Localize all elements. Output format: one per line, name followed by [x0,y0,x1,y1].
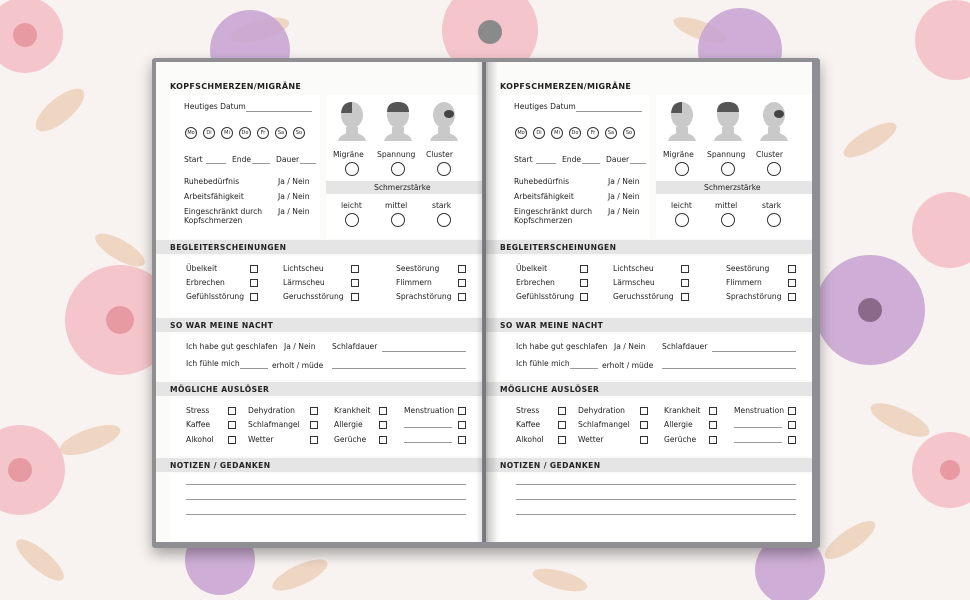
notes-line[interactable] [186,484,466,485]
pain-medium-circle[interactable] [721,213,735,227]
symptom-label: Sprachstörung [396,292,452,301]
slept-yes-no[interactable]: Ja / Nein [284,342,316,351]
symptom-checkbox[interactable] [458,293,466,301]
left-page [156,62,482,542]
rest-label: Ruhebedürfnis [184,177,240,186]
trigger-checkbox[interactable] [228,436,236,444]
symptom-checkbox[interactable] [580,265,588,273]
rest-yes-no[interactable]: Ja / Nein [608,177,640,186]
symptom-checkbox[interactable] [458,265,466,273]
start-line[interactable] [536,163,556,164]
symptom-checkbox[interactable] [250,279,258,287]
trigger-label: Gerüche [664,435,697,444]
symptom-label: Übelkeit [516,264,548,273]
symptom-label: Seestörung [726,264,770,273]
symptom-label: Erbrechen [516,278,555,287]
page-title: KOPFSCHMERZEN/MIGRÄNE [170,82,302,91]
type-migraine-label: Migräne [333,150,364,159]
symptom-checkbox[interactable] [351,279,359,287]
trigger-checkbox[interactable] [640,436,648,444]
date-line[interactable] [576,111,642,112]
trigger-checkbox[interactable] [310,436,318,444]
weekday-so[interactable]: So [623,127,635,139]
symptom-label: Übelkeit [186,264,218,273]
trigger-checkbox[interactable] [788,421,796,429]
weekday-fr[interactable]: Fr [587,127,599,139]
trigger-checkbox[interactable] [310,421,318,429]
duration-label: Dauer [276,155,300,164]
trigger-checkbox[interactable] [228,407,236,415]
type-tension-circle[interactable] [391,162,405,176]
weekday-sa[interactable]: Sa [275,127,287,139]
end-line[interactable] [582,163,600,164]
rested-tired-label[interactable]: erholt / müde [602,361,654,370]
trigger-label: Schlafmangel [248,420,300,429]
pain-medium-label: mittel [715,201,738,210]
symptoms-band [486,240,812,254]
slept-label: Ich habe gut geschlafen [516,342,608,351]
pain-medium-circle[interactable] [391,213,405,227]
notes-band [156,458,482,472]
slept-label: Ich habe gut geschlafen [186,342,278,351]
symptom-checkbox[interactable] [681,279,689,287]
notes-band [486,458,812,472]
pain-strong-circle[interactable] [767,213,781,227]
trigger-custom-line[interactable] [734,442,782,443]
symptoms-box [170,256,482,317]
trigger-checkbox[interactable] [558,421,566,429]
end-label: Ende [562,155,582,164]
notes-line[interactable] [516,514,796,515]
symptom-checkbox[interactable] [681,293,689,301]
feel-line[interactable] [240,368,268,369]
symptom-label: Sprachstörung [726,292,782,301]
weekday-di[interactable]: Di [203,127,215,139]
symptom-checkbox[interactable] [351,293,359,301]
tension-head-icon [382,99,414,141]
pain-label: Schmerzstärke [374,183,431,192]
symptom-checkbox[interactable] [788,279,796,287]
type-tension-circle[interactable] [721,162,735,176]
weekday-fr[interactable]: Fr [257,127,269,139]
symptom-checkbox[interactable] [351,265,359,273]
type-cluster-label: Cluster [756,150,783,159]
trigger-checkbox[interactable] [458,436,466,444]
night-band [156,318,482,332]
trigger-label: Gerüche [334,435,367,444]
symptom-checkbox[interactable] [250,293,258,301]
symptom-label: Lichtscheu [613,264,654,273]
pain-label: Schmerzstärke [704,183,761,192]
work-yes-no[interactable]: Ja / Nein [278,192,310,201]
feel-line[interactable] [570,368,598,369]
migraine-head-icon [336,99,368,141]
pain-strong-label: stark [762,201,782,210]
type-cluster-label: Cluster [426,150,453,159]
headache-type-box [326,95,482,239]
date-box [170,95,320,239]
symptom-label: Erbrechen [186,278,225,287]
symptom-label: Flimmern [726,278,762,287]
symptoms-title: BEGLEITERSCHEINUNGEN [170,243,287,252]
rest-yes-no[interactable]: Ja / Nein [278,177,310,186]
trigger-checkbox[interactable] [379,407,387,415]
weekday-mo[interactable]: Mo [185,127,197,139]
symptom-label: Geruchsstörung [283,292,344,301]
symptom-label: Flimmern [396,278,432,287]
symptom-checkbox[interactable] [458,279,466,287]
weekday-do[interactable]: Do [239,127,251,139]
pain-strong-circle[interactable] [437,213,451,227]
rested-tired-label[interactable]: erholt / müde [272,361,324,370]
type-migraine-label: Migräne [663,150,694,159]
trigger-label: Wetter [578,435,604,444]
trigger-label: Alkohol [516,435,544,444]
notes-line[interactable] [516,499,796,500]
symptom-label: Lärmscheu [283,278,325,287]
work-label: Arbeitsfähigkeit [514,192,574,201]
tension-head-icon [712,99,744,141]
notes-line[interactable] [516,484,796,485]
weekday-mi[interactable]: Mi [551,127,563,139]
type-migraine-circle[interactable] [345,162,359,176]
triggers-box [500,398,812,456]
end-line[interactable] [252,163,270,164]
trigger-checkbox[interactable] [458,407,466,415]
trigger-label: Alkohol [186,435,214,444]
trigger-checkbox[interactable] [709,436,717,444]
symptom-checkbox[interactable] [580,293,588,301]
type-migraine-circle[interactable] [675,162,689,176]
trigger-checkbox[interactable] [640,421,648,429]
symptom-checkbox[interactable] [788,293,796,301]
trigger-checkbox[interactable] [709,421,717,429]
date-label: Heutiges Datum [184,102,246,111]
slept-yes-no[interactable]: Ja / Nein [614,342,646,351]
trigger-label: Krankheit [664,406,701,415]
trigger-checkbox[interactable] [458,421,466,429]
weekday-so[interactable]: So [293,127,305,139]
symptoms-title: BEGLEITERSCHEINUNGEN [500,243,617,252]
book-spine [476,62,498,542]
trigger-checkbox[interactable] [558,407,566,415]
symptom-checkbox[interactable] [580,279,588,287]
type-tension-label: Spannung [377,150,416,159]
date-line[interactable] [246,111,312,112]
start-label: Start [184,155,203,164]
symptom-label: Lärmscheu [613,278,655,287]
symptom-label: Gefühlsstörung [516,292,575,301]
night-title: SO WAR MEINE NACHT [500,321,604,330]
weekday-mo[interactable]: Mo [515,127,527,139]
notes-title: NOTIZEN / GEDANKEN [500,461,601,470]
trigger-custom-line[interactable] [404,427,452,428]
open-notebook [156,62,820,543]
trigger-custom-line[interactable] [734,427,782,428]
night-title: SO WAR MEINE NACHT [170,321,274,330]
trigger-label: Allergie [664,420,693,429]
trigger-checkbox[interactable] [788,407,796,415]
right-page [486,62,812,542]
trigger-label: Dehydration [578,406,625,415]
trigger-checkbox[interactable] [709,407,717,415]
trigger-label: Schlafmangel [578,420,630,429]
symptom-label: Seestörung [396,264,440,273]
trigger-label: Krankheit [334,406,371,415]
sleep-duration-label: Schlafdauer [332,342,378,351]
date-box [500,95,650,239]
symptom-label: Geruchsstörung [613,292,674,301]
trigger-checkbox[interactable] [640,407,648,415]
type-cluster-circle[interactable] [767,162,781,176]
weekday-sa[interactable]: Sa [605,127,617,139]
cluster-head-icon [758,99,790,141]
rested-tired-line[interactable] [662,368,796,369]
sleep-duration-line[interactable] [382,351,466,352]
cluster-head-icon [428,99,460,141]
trigger-label: Kaffee [186,420,211,429]
symptom-label: Lichtscheu [283,264,324,273]
work-yes-no[interactable]: Ja / Nein [608,192,640,201]
notes-line[interactable] [186,499,466,500]
rest-label: Ruhebedürfnis [514,177,570,186]
trigger-label: Allergie [334,420,363,429]
symptom-label: Gefühlsstörung [186,292,245,301]
notes-title: NOTIZEN / GEDANKEN [170,461,271,470]
triggers-band [486,382,812,396]
pain-light-circle[interactable] [675,213,689,227]
feel-label: Ich fühle mich [186,359,240,368]
symptom-checkbox[interactable] [788,265,796,273]
page-title: KOPFSCHMERZEN/MIGRÄNE [500,82,632,91]
trigger-label: Menstruation [734,406,785,415]
duration-label: Dauer [606,155,630,164]
notes-box [500,474,812,542]
triggers-title: MÖGLICHE AUSLÖSER [500,385,600,394]
weekday-do[interactable]: Do [569,127,581,139]
duration-line[interactable] [630,163,646,164]
trigger-label: Wetter [248,435,274,444]
pain-strong-label: stark [432,201,452,210]
symptom-checkbox[interactable] [250,265,258,273]
date-label: Heutiges Datum [514,102,576,111]
start-label: Start [514,155,533,164]
trigger-label: Kaffee [516,420,541,429]
symptoms-band [156,240,482,254]
notes-box [170,474,482,542]
type-cluster-circle[interactable] [437,162,451,176]
trigger-label: Stress [186,406,210,415]
pain-light-circle[interactable] [345,213,359,227]
triggers-box [170,398,482,456]
rested-tired-line[interactable] [332,368,466,369]
triggers-title: MÖGLICHE AUSLÖSER [170,385,270,394]
migraine-head-icon [666,99,698,141]
trigger-custom-line[interactable] [404,442,452,443]
pain-medium-label: mittel [385,201,408,210]
headache-type-box [656,95,812,239]
duration-line[interactable] [300,163,316,164]
start-line[interactable] [206,163,226,164]
restricted-yes-no[interactable]: Ja / Nein [608,207,640,216]
pain-light-label: leicht [671,201,692,210]
restricted-label: Eingeschränkt durch Kopfschmerzen [184,207,263,225]
trigger-checkbox[interactable] [228,421,236,429]
triggers-band [156,382,482,396]
work-label: Arbeitsfähigkeit [184,192,244,201]
night-box [170,334,482,380]
weekday-di[interactable]: Di [533,127,545,139]
weekday-mi[interactable]: Mi [221,127,233,139]
symptom-checkbox[interactable] [681,265,689,273]
sleep-duration-label: Schlafdauer [662,342,708,351]
trigger-checkbox[interactable] [788,436,796,444]
pain-light-label: leicht [341,201,362,210]
symptoms-box [500,256,812,317]
trigger-checkbox[interactable] [558,436,566,444]
trigger-checkbox[interactable] [310,407,318,415]
trigger-label: Stress [516,406,540,415]
end-label: Ende [232,155,252,164]
trigger-label: Menstruation [404,406,455,415]
sleep-duration-line[interactable] [712,351,796,352]
feel-label: Ich fühle mich [516,359,570,368]
notes-line[interactable] [186,514,466,515]
trigger-label: Dehydration [248,406,295,415]
type-tension-label: Spannung [707,150,746,159]
restricted-yes-no[interactable]: Ja / Nein [278,207,310,216]
trigger-checkbox[interactable] [379,421,387,429]
trigger-checkbox[interactable] [379,436,387,444]
night-box [500,334,812,380]
restricted-label: Eingeschränkt durch Kopfschmerzen [514,207,593,225]
night-band [486,318,812,332]
